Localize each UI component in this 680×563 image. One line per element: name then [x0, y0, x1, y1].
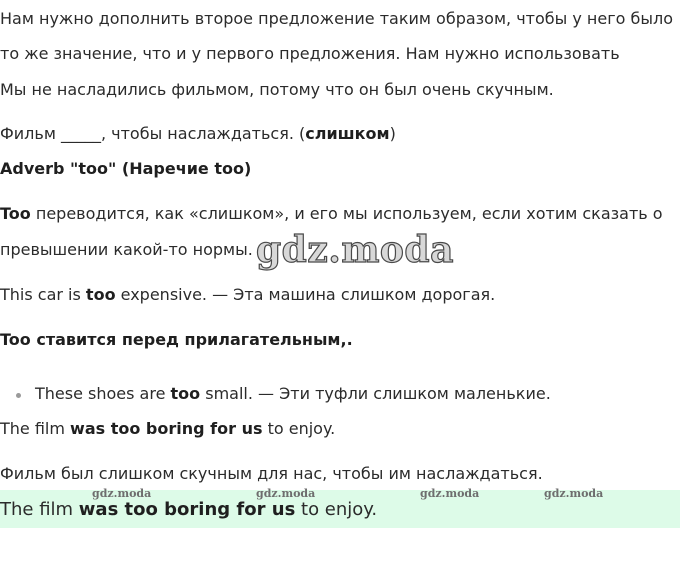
final-answer-after: to enjoy. — [295, 499, 378, 520]
explanation-word: Too — [0, 204, 31, 223]
example-1-before: This car is — [0, 285, 86, 304]
watermark-small-3: gdz.moda — [420, 487, 480, 500]
rule-heading — [0, 159, 251, 179]
example-2-after: small. — Эти туфли слишком маленькие. — [200, 384, 551, 403]
task-prefix: Фильм _____, чтобы наслаждаться. ( — [0, 124, 306, 143]
example-1-after: expensive. — Эта машина слишком дорогая. — [115, 285, 496, 304]
answer-line-before: The film — [0, 419, 71, 438]
rule-note-text: Too ставится перед прилагательным,. — [0, 330, 353, 349]
final-answer — [0, 500, 377, 520]
answer-line — [0, 419, 335, 439]
watermark-small-1: gdz.moda — [92, 487, 152, 500]
example-1-bold: too — [85, 285, 116, 304]
task-hint: слишком — [305, 124, 390, 143]
explanation-line-2: превышении какой-то нормы. — [0, 240, 253, 259]
explanation-rest: переводится, как «слишком», и его мы используем, если хотим сказать о — [30, 204, 663, 223]
final-answer-before: The film — [0, 499, 79, 520]
watermark-logo: gdz.moda — [256, 229, 454, 271]
example-2-before: These shoes are — [35, 384, 171, 403]
task-sentence — [0, 124, 396, 144]
rule-heading-text: Adverb "too" (Наречие too) — [0, 159, 252, 178]
original-sentence: Мы не насладились фильмом, потому что он был очень скучным. — [0, 80, 554, 99]
final-answer-bold: was too boring for us — [78, 499, 296, 520]
example-2 — [35, 384, 551, 404]
bullet-dot — [16, 393, 21, 398]
example-2-bold: too — [170, 384, 201, 403]
intro-line-2: то же значение, что и у первого предложения. Нам нужно использовать — [0, 44, 620, 63]
translation: Фильм был слишком скучным для нас, чтобы им наслаждаться. — [0, 464, 543, 483]
intro-line-1: Нам нужно дополнить второе предложение таким образом, чтобы у него было — [0, 9, 673, 28]
answer-line-after: to enjoy. — [262, 419, 336, 438]
example-1 — [0, 285, 495, 305]
task-suffix: ) — [389, 124, 396, 143]
watermark-small-2: gdz.moda — [256, 487, 316, 500]
answer-line-bold: was too boring for us — [70, 419, 263, 438]
watermark-small-4: gdz.moda — [544, 487, 604, 500]
rule-note — [0, 330, 353, 350]
explanation-line-1 — [0, 204, 663, 224]
